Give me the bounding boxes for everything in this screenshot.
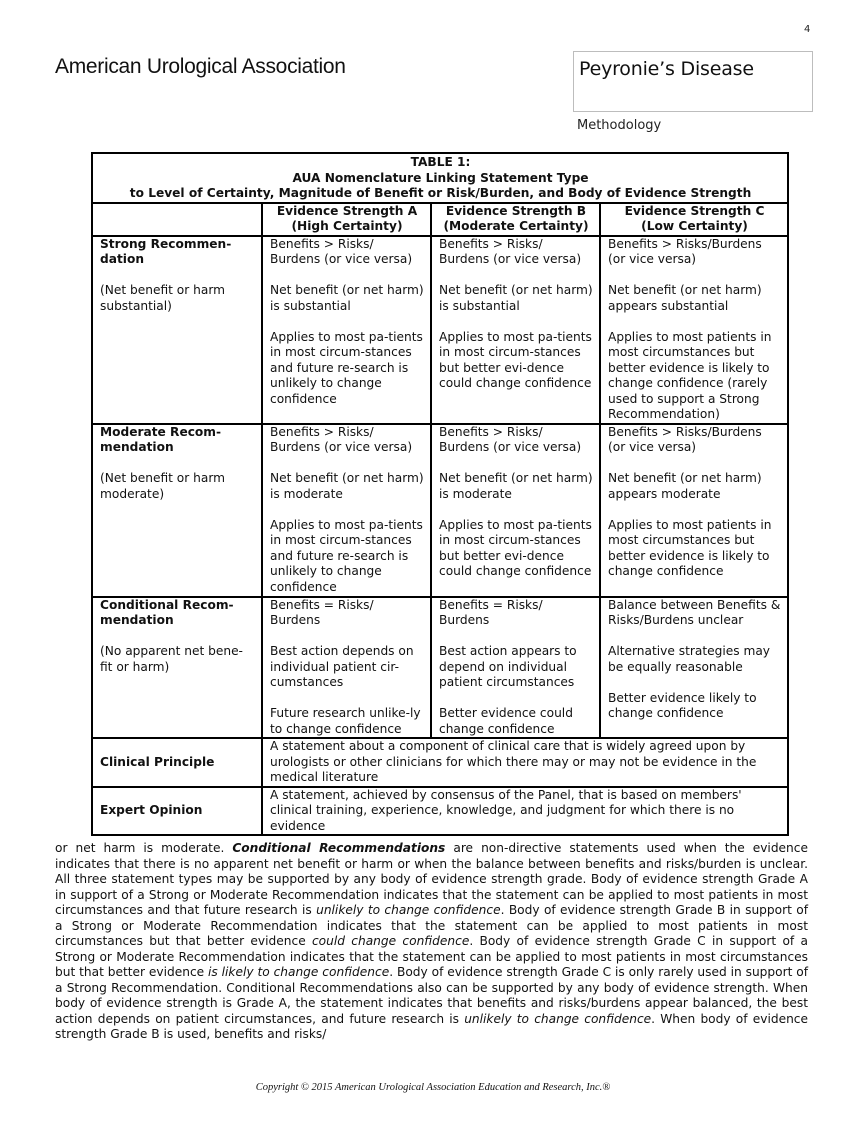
empty-header-cell xyxy=(92,203,262,236)
cell-line: Net benefit (or net harm) is substantial xyxy=(270,283,424,313)
cell-line: Applies to most pa-tients in most circum-stances and future re-search is unlikely to change confidence xyxy=(270,517,423,594)
cell-line: Best action depends on individual patient cir-cumstances xyxy=(270,644,414,689)
cell-line: Better evidence likely to change confidence xyxy=(608,690,757,720)
row-header-name: Conditional Recom-mendation xyxy=(100,597,234,627)
table-cell xyxy=(262,597,431,739)
column-header-line: (Moderate Certainty) xyxy=(443,219,589,233)
body-italic: could change confidence xyxy=(311,934,470,948)
row-header-conditional xyxy=(92,597,262,739)
body-text: are non-directive statements used when the evidence indicates that there is no apparent net benefit or harm or when the balance between benefits and risks/burden is unclear. All three statement types may be supported by any body of evidence strength grade. Body of evidence strength Grade A in support of a Strong or Moderate Recommendation indicates that the statement can be applied to most patients in most circumstances and that future research is xyxy=(55,841,808,917)
column-header-a xyxy=(262,203,431,236)
table-cell xyxy=(262,424,431,597)
cell-line: Benefits > Risks/ Burdens (or vice versa) xyxy=(439,424,582,454)
body-italic: is likely to change confidence xyxy=(208,965,390,979)
table-cell xyxy=(600,236,788,424)
definition-text: A statement, achieved by consensus of the Panel, that is based on members' clinical training, experience, knowledge, and judgment for which there is no evidence xyxy=(262,787,788,836)
body-italic: unlikely to change confidence xyxy=(464,1011,652,1026)
column-header-line: (Low Certainty) xyxy=(641,219,748,233)
table-cell xyxy=(600,597,788,739)
table-cell xyxy=(431,424,600,597)
cell-line: Benefits > Risks/Burdens (or vice versa) xyxy=(608,236,762,266)
cell-line: Benefits = Risks/ Burdens xyxy=(439,597,543,627)
section-label: Methodology xyxy=(577,118,662,133)
cell-line: Balance between Benefits & Risks/Burdens unclear xyxy=(608,597,781,627)
topic-title: Peyronie’s Disease xyxy=(579,58,754,80)
cell-line: Benefits > Risks/Burdens (or vice versa) xyxy=(608,424,762,454)
definition-name-clinical-principle: Clinical Principle xyxy=(92,738,262,787)
table-cell xyxy=(431,597,600,739)
topic-box xyxy=(573,51,813,112)
cell-line: Applies to most pa-tients in most circum-stances but better evi-dence could change confidence xyxy=(439,329,592,390)
cell-line: Applies to most pa-tients in most circum-stances but better evi-dence could change confidence xyxy=(439,517,592,578)
copyright-footer: Copyright © 2015 American Urological Association Education and Research, Inc.® xyxy=(255,1082,611,1093)
cell-line: Applies to most pa-tients in most circum-stances and future re-search is unlikely to change confidence xyxy=(270,329,423,406)
cell-line: Future research unlike-ly to change confidence xyxy=(270,706,421,736)
body-text: . Body of evidence strength Grade C is only rarely used in support of a Strong Recommendation. Conditional Recommendations also can be supported by any body of evidence strength. When body of evidence strength is Grade A, the statement indicates that benefits and risks/burdens appear balanced, the best action depends on patient circumstances, and future research is xyxy=(55,965,809,1026)
body-emphasis: Conditional Recommendations xyxy=(232,841,446,855)
column-header-line: Evidence Strength B xyxy=(445,203,587,218)
table-title-line: TABLE 1: xyxy=(410,155,471,169)
row-header-name: Strong Recommen-dation xyxy=(100,236,232,266)
body-text: . Body of evidence strength Grade B in support of a Strong or Moderate Recommendation indicates that the statement can be applied to most patients in most circumstances but that better evidence xyxy=(55,903,809,948)
body-text: . Body of evidence strength Grade C in support of a Strong or Moderate Recommendation indicates that the statement can be applied to most patients in most circumstances but that better evidence xyxy=(55,934,808,979)
table-row xyxy=(92,597,788,739)
table-cell xyxy=(431,236,600,424)
definition-row xyxy=(92,787,788,836)
cell-line: Applies to most patients in most circumstances but better evidence is likely to change confidence xyxy=(608,517,772,578)
column-header-line: Evidence Strength C xyxy=(624,203,765,218)
cell-line: Benefits > Risks/ Burdens (or vice versa) xyxy=(439,236,582,266)
body-paragraph xyxy=(55,841,808,1043)
cell-line: Net benefit (or net harm) is substantial xyxy=(439,283,593,313)
cell-line: Applies to most patients in most circumstances but better evidence is likely to change confidence (rarely used to support a Strong Recommendation) xyxy=(608,329,772,421)
table-title-line: to Level of Certainty, Magnitude of Benefit or Risk/Burden, and Body of Evidence Strength xyxy=(129,186,752,200)
column-header-line: Evidence Strength A xyxy=(276,203,418,218)
column-header-line: (High Certainty) xyxy=(291,219,403,233)
table-cell xyxy=(600,424,788,597)
column-header-b xyxy=(431,203,600,236)
cell-line: Net benefit (or net harm) appears substantial xyxy=(608,283,762,313)
table-row xyxy=(92,424,788,597)
table-title xyxy=(92,153,788,203)
body-italic: unlikely to change confidence xyxy=(316,903,501,917)
cell-line: Net benefit (or net harm) appears moderate xyxy=(608,471,762,501)
cell-line: Net benefit (or net harm) is moderate xyxy=(270,471,424,501)
table-cell xyxy=(262,236,431,424)
body-text: . When body of evidence strength Grade B is used, benefits and risks/ xyxy=(55,1011,808,1041)
cell-line: Best action appears to depend on individual patient circumstances xyxy=(439,644,577,689)
table-row xyxy=(92,236,788,424)
row-header-note: (Net benefit or harm moderate) xyxy=(100,471,226,501)
cell-line: Net benefit (or net harm) is moderate xyxy=(439,471,593,501)
table-title-line: AUA Nomenclature Linking Statement Type xyxy=(292,170,589,185)
definition-row xyxy=(92,738,788,787)
row-header-note: (Net benefit or harm substantial) xyxy=(100,283,226,313)
row-header-strong xyxy=(92,236,262,424)
definition-name-expert-opinion: Expert Opinion xyxy=(92,787,262,836)
row-header-note: (No apparent net bene-fit or harm) xyxy=(100,644,243,674)
row-header-moderate xyxy=(92,424,262,597)
table-title-row xyxy=(92,153,788,203)
definition-text: A statement about a component of clinical care that is widely agreed upon by urologists or other clinicians for which there may or may not be evidence in the medical literature xyxy=(262,738,788,787)
row-header-name: Moderate Recom-mendation xyxy=(100,424,222,454)
organization-name: American Urological Association xyxy=(55,55,346,78)
cell-line: Alternative strategies may be equally reasonable xyxy=(608,644,771,674)
page-number: 4 xyxy=(804,24,811,35)
body-text: or net harm is moderate. xyxy=(55,841,233,855)
column-header-row xyxy=(92,203,788,236)
cell-line: Benefits = Risks/ Burdens xyxy=(270,597,374,627)
cell-line: Benefits > Risks/ Burdens (or vice versa) xyxy=(270,424,413,454)
cell-line: Better evidence could change confidence xyxy=(439,706,573,736)
nomenclature-table xyxy=(91,152,789,836)
cell-line: Benefits > Risks/ Burdens (or vice versa) xyxy=(270,236,413,266)
column-header-c xyxy=(600,203,788,236)
